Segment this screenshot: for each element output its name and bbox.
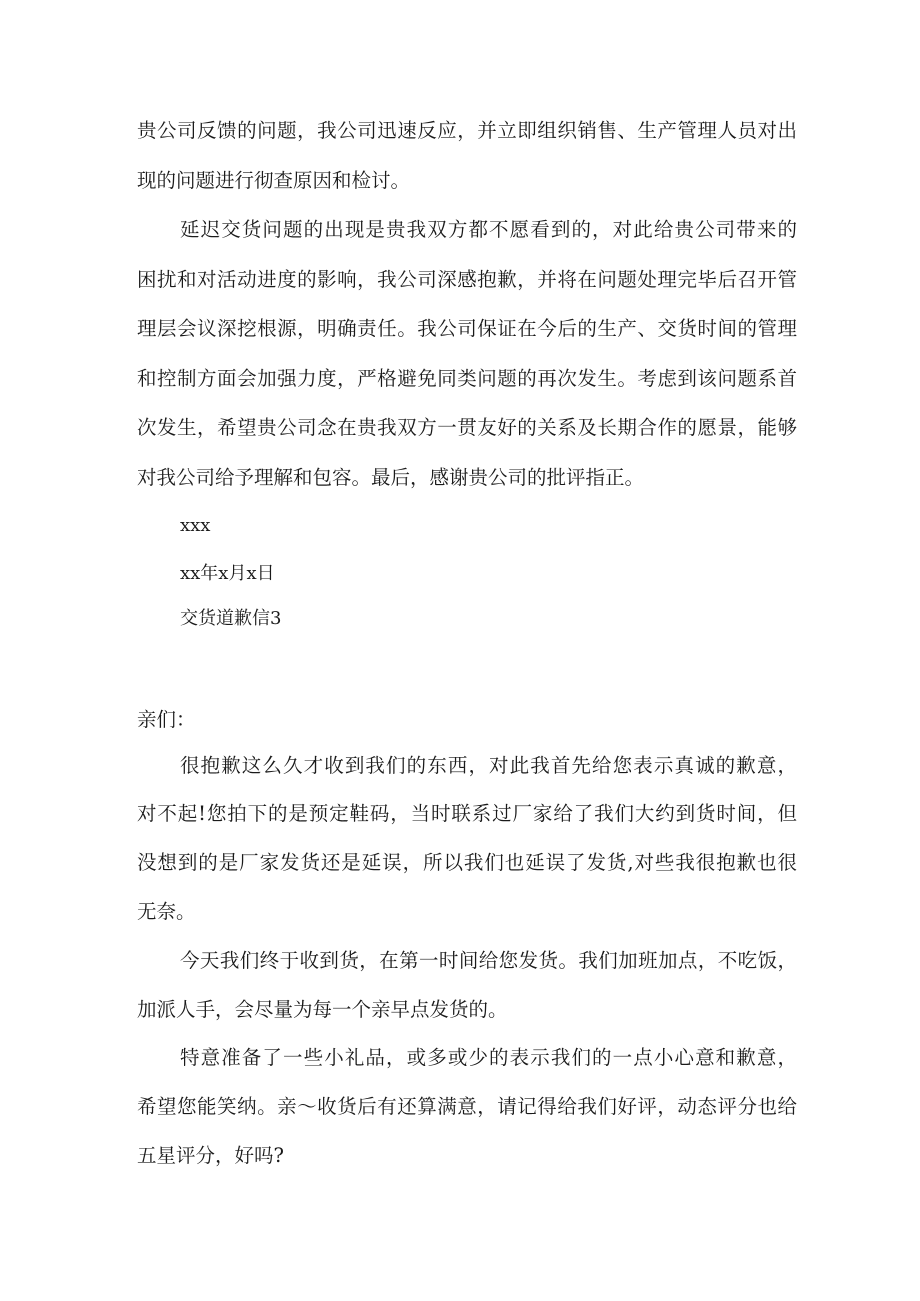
paragraph-line: 延迟交货问题的出现是贵我双方都不愿看到的，对此给贵公司带来的 [180, 218, 797, 241]
paragraph-line: 没想到的是厂家发货还是延误，所以我们也延误了发货,对些我很抱歉也很 [137, 851, 797, 874]
signature: xxx [180, 515, 211, 536]
paragraph-line: 和控制方面会加强力度，严格避免同类问题的再次发生。考虑到该问题系首 [137, 367, 797, 390]
paragraph-line: 对我公司给予理解和包容。最后，感谢贵公司的批评指正。 [137, 466, 645, 489]
paragraph-line: 希望您能笑纳。亲～收货后有还算满意，请记得给我们好评，动态评分也给 [137, 1095, 797, 1118]
letter-date: xx年x月x日 [180, 563, 275, 584]
paragraph-line: 次发生，希望贵公司念在贵我双方一贯友好的关系及长期合作的愿景，能够 [137, 416, 797, 439]
paragraph-line: 现的问题进行彻查原因和检讨。 [137, 169, 411, 192]
paragraph-line: 今天我们终于收到货，在第一时间给您发货。我们加班加点，不吃饭， [180, 949, 797, 972]
paragraph-line: 困扰和对活动进度的影响，我公司深感抱歉，并将在问题处理完毕后召开管 [137, 268, 797, 291]
paragraph-line: 五星评分，好吗? [137, 1144, 284, 1167]
letter-title: 交货道歉信3 [180, 608, 282, 629]
salutation: 亲们： [137, 708, 196, 731]
paragraph-line: 对不起!您拍下的是预定鞋码，当时联系过厂家给了我们大约到货时间，但 [137, 802, 797, 825]
paragraph-line: 理层会议深挖根源，明确责任。我公司保证在今后的生产、交货时间的管理 [137, 317, 797, 340]
paragraph-line: 加派人手，会尽量为每一个亲早点发货的。 [137, 998, 508, 1021]
paragraph-line: 很抱歉这么久才收到我们的东西，对此我首先给您表示真诚的歉意， [180, 754, 797, 777]
paragraph-line: 贵公司反馈的问题，我公司迅速反应，并立即组织销售、生产管理人员对出 [137, 119, 797, 142]
paragraph-line: 特意准备了一些小礼品，或多或少的表示我们的一点小心意和歉意， [180, 1046, 797, 1069]
paragraph-line: 无奈。 [137, 900, 196, 923]
